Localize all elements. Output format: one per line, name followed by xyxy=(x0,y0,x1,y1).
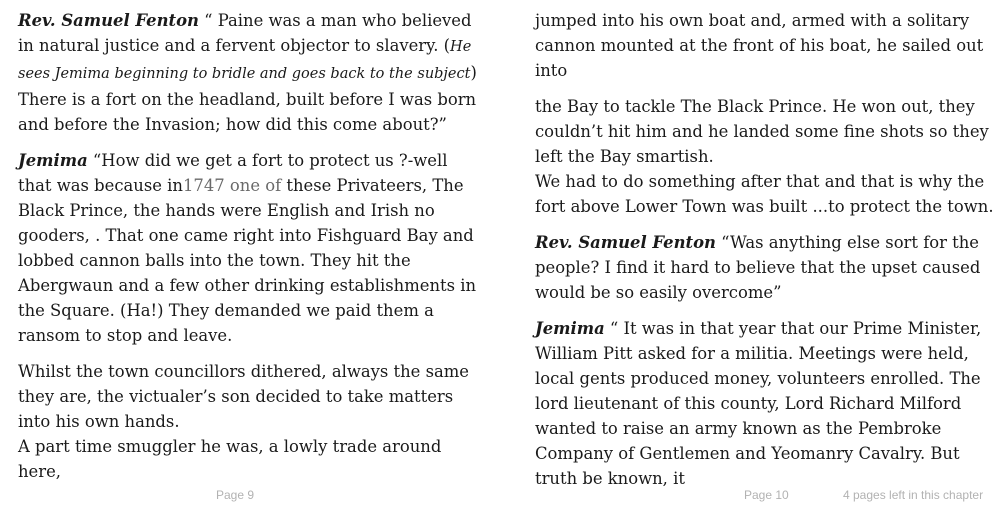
speaker-name: Jemima xyxy=(535,319,605,338)
dialogue-text: “ It was in that year that our Prime Minister, William Pitt asked for a militia. Meetings were held, local gents produced money, volunteers enrolled. The lord lieutenant of this county, Lord Richard Milford wanted to raise an army known as the Pembroke Company of Gentlemen and Yeomanry Cavalry. But truth be known, it xyxy=(535,319,982,488)
right-page xyxy=(535,8,997,502)
dialogue-text: ) There is a fort on the headland, built before I was born and before the Invasion; how did this come about?” xyxy=(18,63,477,134)
paragraph: A part time smuggler he was, a lowly trade around here, xyxy=(18,437,442,481)
page-number-right: Page 10 xyxy=(744,488,789,502)
highlighted-text: 1747 one of xyxy=(182,176,282,195)
speaker-name: Rev. Samuel Fenton xyxy=(535,233,716,252)
stage-direction: He sees Jemima beginning to bridle and goes back to the subject xyxy=(18,39,472,82)
dialogue-text: “ Paine was a man who believed in natural justice and a fervent objector to slavery. ( xyxy=(18,11,472,55)
paragraph xyxy=(535,316,997,491)
dialogue-text: “How did we get a fort to protect us ?-well that was because in xyxy=(18,151,448,195)
dialogue-text: these Privateers, The Black Prince, the hands were English and Irish no gooders, . That one came right into Fishguard Bay and lobbed cannon balls into the town. They hit the Abergwaun and a few other drinking establishments in the Square. (Ha!) They demanded we paid them a ransom to stop and leave. xyxy=(18,176,477,345)
paragraph: jumped into his own boat and, armed with a solitary cannon mounted at the front of his boat, he sailed out into xyxy=(535,11,984,80)
dialogue-text: “Was anything else sort for the people? I find it hard to believe that the upset caused would be so easily overcome” xyxy=(535,233,981,302)
paragraph: the Bay to tackle The Black Prince. He won out, they couldn’t hit him and he landed some fine shots so they left the Bay smartish. xyxy=(535,97,989,166)
paragraph: We had to do something after that and that is why the fort above Lower Town was built ...to protect the town. xyxy=(535,172,994,216)
paragraph: Whilst the town councillors dithered, always the same they are, the victualer’s son decided to take matters into his own hands. xyxy=(18,362,469,431)
pages-left-indicator: 4 pages left in this chapter xyxy=(843,488,984,502)
paragraph xyxy=(18,148,482,348)
paragraph xyxy=(18,8,482,137)
paragraph xyxy=(535,230,997,305)
speaker-name: Jemima xyxy=(18,151,88,170)
page-number-left: Page 9 xyxy=(216,488,255,502)
left-page xyxy=(18,8,482,495)
speaker-name: Rev. Samuel Fenton xyxy=(18,11,199,30)
